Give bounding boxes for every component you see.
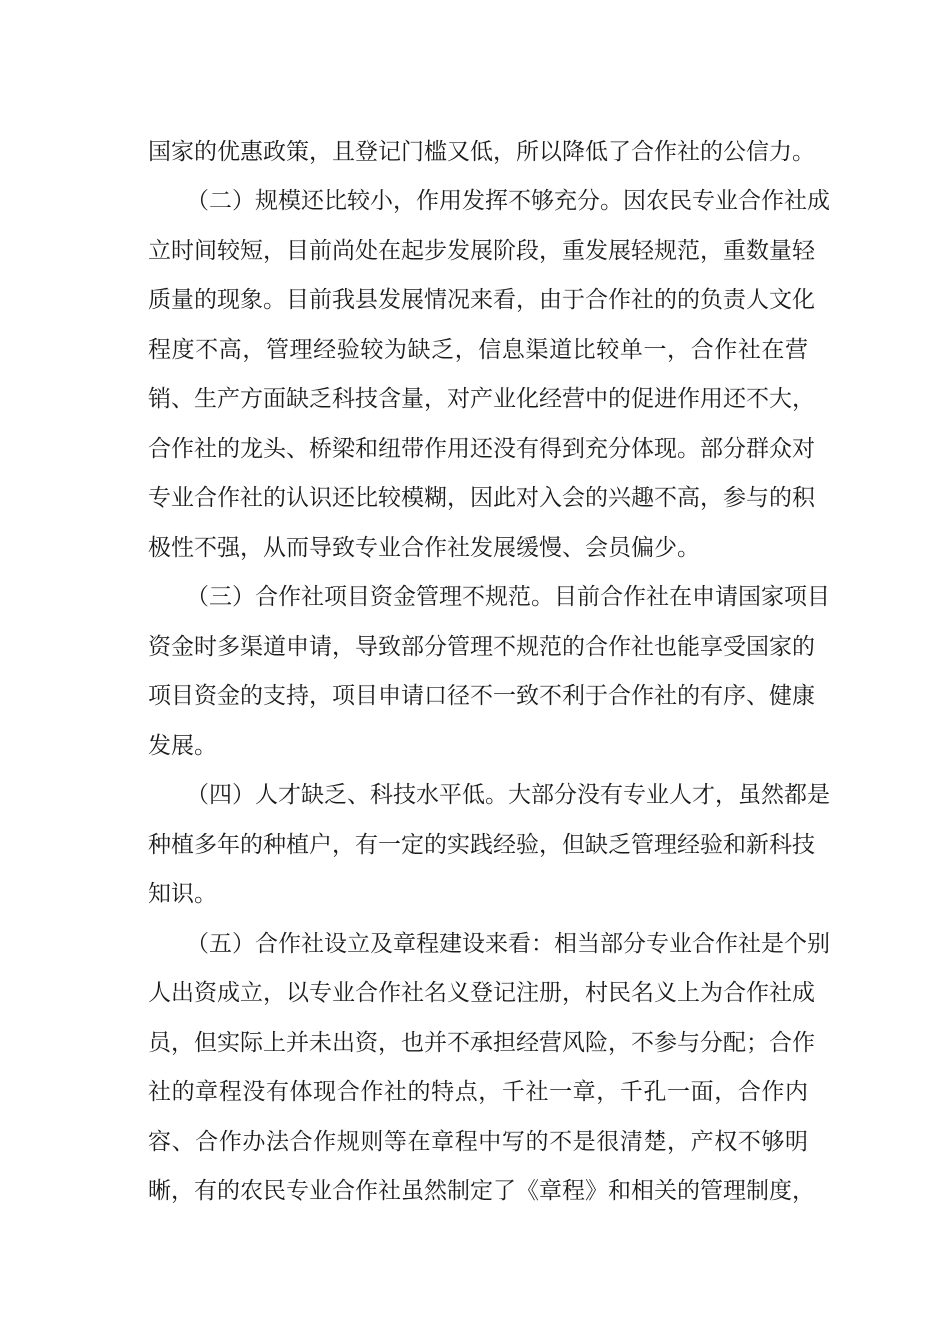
text-line: 容、合作办法合作规则等在章程中写的不是很清楚，产权不够明 <box>148 1129 808 1155</box>
section-heading-2: （二）规模还比较小，作用发挥不够充分。因农民专业合作社成 <box>186 188 830 214</box>
text-line: 社的章程没有体现合作社的特点，千社一章，千孔一面，合作内 <box>148 1079 808 1105</box>
section-heading-4: （四）人才缺乏、科技水平低。大部分没有专业人才，虽然都是 <box>186 782 830 808</box>
text-line: 资金时多渠道申请，导致部分管理不规范的合作社也能享受国家的 <box>148 634 815 660</box>
text-line: 专业合作社的认识还比较模糊，因此对入会的兴趣不高，参与的积 <box>148 485 815 511</box>
text-line: 种植多年的种植户，有一定的实践经验，但缺乏管理经验和新科技 <box>148 832 815 858</box>
text-line: 知识。 <box>148 881 217 907</box>
text-line: 立时间较短，目前尚处在起步发展阶段，重发展轻规范，重数量轻 <box>148 238 815 264</box>
text-line: 国家的优惠政策，且登记门槛又低，所以降低了合作社的公信力。 <box>148 139 815 165</box>
text-line: 极性不强，从而导致专业合作社发展缓慢、会员偏少。 <box>148 535 700 561</box>
text-line: 晰，有的农民专业合作社虽然制定了《章程》和相关的管理制度， <box>148 1178 815 1204</box>
text-line: 项目资金的支持，项目申请口径不一致不利于合作社的有序、健康 <box>148 683 815 709</box>
text-line: 质量的现象。目前我县发展情况来看，由于合作社的的负责人文化 <box>148 287 815 313</box>
text-line: 销、生产方面缺乏科技含量，对产业化经营中的促进作用还不大， <box>148 386 815 412</box>
text-line: 员，但实际上并未出资，也并不承担经营风险，不参与分配；合作 <box>148 1030 815 1056</box>
text-line: 合作社的龙头、桥梁和纽带作用还没有得到充分体现。部分群众对 <box>148 436 815 462</box>
text-line: 发展。 <box>148 733 217 759</box>
section-heading-5: （五）合作社设立及章程建设来看：相当部分专业合作社是个别 <box>186 931 830 957</box>
text-line: 程度不高，管理经验较为缺乏，信息渠道比较单一，合作社在营 <box>148 337 808 363</box>
text-line: 人出资成立，以专业合作社名义登记注册，村民名义上为合作社成 <box>148 980 815 1006</box>
section-heading-3: （三）合作社项目资金管理不规范。目前合作社在申请国家项目 <box>186 584 830 610</box>
